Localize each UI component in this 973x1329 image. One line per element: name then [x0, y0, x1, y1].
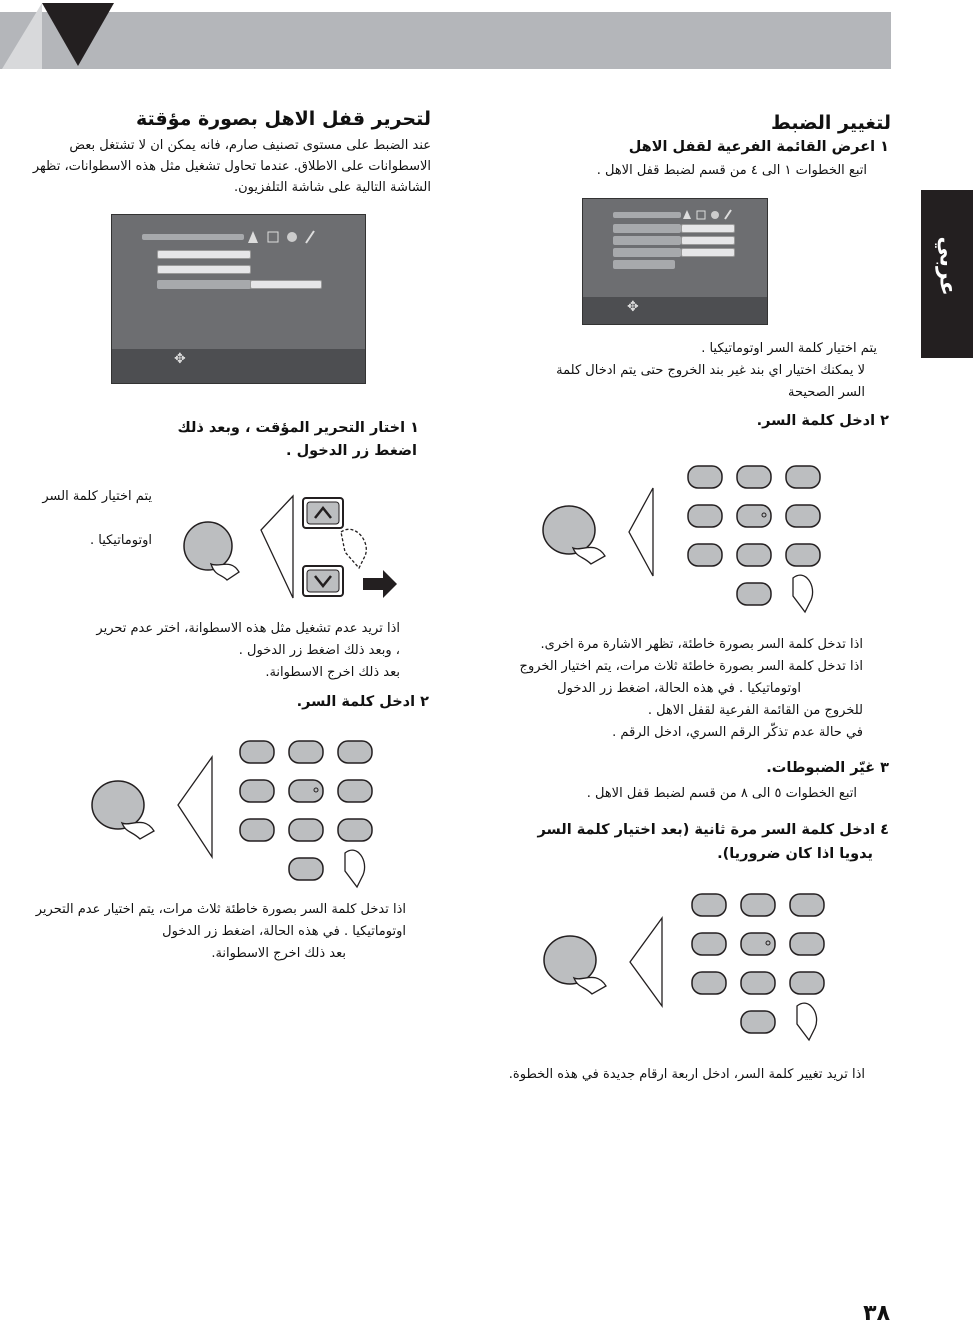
- left-note2-line1: اذا تدخل كلمة السر بصورة خاطئة ثلاث مرات، يتم اختيار عدم التحرير: [35, 902, 406, 917]
- right-note1-line1: يتم اختيار كلمة السر اوتوماتيكيا .: [701, 341, 877, 356]
- right-step2-heading: ٢ ادخل كلمة السر.: [756, 413, 889, 429]
- left-note2-line3: بعد ذلك اخرج الاسطوانة.: [211, 946, 346, 961]
- osd-icons-icon: [681, 209, 745, 221]
- right-step1-heading: ١ اعرض القائمة الفرعية لقفل الاهل: [628, 139, 889, 155]
- right-note2-line2: اذا تدخل كلمة السر بصورة خاطئة ثلاث مرات، يتم اختيار الخروج: [519, 659, 863, 674]
- left-step1-heading: ١ اختار التحرير المؤقت ، وبعد ذلك: [177, 420, 419, 436]
- left-note1-line3: بعد ذلك اخرج الاسطوانة.: [265, 665, 400, 680]
- left-note1-line2: ، وبعد ذلك اضغط زر الدخول .: [238, 643, 400, 658]
- right-step3-text: اتبع الخطوات ٥ الى ٨ من قسم لضبط قفل الاهل .: [586, 786, 857, 801]
- left-note2-line2: اوتوماتيكيا . في هذه الحالة، اضغط زر الدخول: [162, 924, 406, 939]
- left-intro-line3: الشاشة التالية على شاشة التلفزيون.: [233, 180, 431, 195]
- right-note1-line2: لا يمكنك اختيار اي بند غير بند الخروج حتى يتم ادخال كلمة: [556, 363, 865, 378]
- tv-screen-temp-release: [111, 214, 366, 384]
- header-bar: [0, 12, 891, 69]
- right-step4-heading: ٤ ادخل كلمة السر مرة ثانية (بعد اختيار كلمة السر: [537, 822, 889, 838]
- remote-updown-illustration: [175, 490, 405, 610]
- left-title: لتحرير قفل الاهل بصورة مؤقتة: [135, 108, 431, 130]
- right-note2-line1: اذا تدخل كلمة السر بصورة خاطئة، تظهر الاشارة مرة اخرى.: [540, 637, 863, 652]
- left-step2-heading: ٢ ادخل كلمة السر.: [296, 694, 429, 710]
- left-note1-line1: اذا تريد عدم تشغيل مثل هذه الاسطوانة، اختر عدم تحرير: [96, 621, 400, 636]
- language-tab: [921, 190, 973, 358]
- left-step1-heading2: اضغط زر الدخول .: [286, 443, 417, 459]
- right-note1-line3: السر الصحيحة: [788, 385, 865, 400]
- left-side-note-line1: يتم اختيار كلمة السر: [42, 489, 152, 504]
- osd-icons-icon-2: [246, 229, 332, 245]
- right-step1-text: اتبع الخطوات ١ الى ٤ من قسم لضبط قفل الاهل .: [596, 163, 867, 178]
- remote-keypad-illustration: [535, 460, 835, 620]
- left-intro-line2: الاسطوانات على الاطلاق. عندما تحاول تشغيل مثل هذه الاسطوانات، تظهر: [32, 159, 431, 174]
- header-corner-triangle-icon: [0, 0, 120, 70]
- right-note2-line5: في حالة عدم تذكّر الرقم السري، ادخل الرقم .: [612, 725, 863, 740]
- right-note2-line3: اوتوماتيكيا . في هذه الحالة، اضغط زر الدخول: [557, 681, 801, 696]
- left-side-note-line2: اوتوماتيكيا .: [89, 533, 152, 548]
- language-tab-label: عربي: [934, 236, 960, 296]
- right-step4-heading2: يدويا اذا كان ضروريا).: [717, 846, 873, 862]
- remote-keypad-illustration-3: [88, 735, 388, 895]
- page-number: ٣٨: [863, 1301, 890, 1326]
- remote-keypad-illustration-2: [538, 890, 838, 1045]
- right-footer-text: اذا تريد تغيير كلمة السر، ادخل اربعة ارقام جديدة في هذه الخطوة.: [508, 1067, 865, 1082]
- cursor-arrows-icon-2: ✥: [174, 351, 186, 367]
- left-intro-line1: عند الضبط على مستوى تصنيف صارم، فانه يمكن ان لا تشتغل بعض: [69, 138, 431, 153]
- right-note2-line4: للخروج من القائمة الفرعية لقفل الاهل .: [647, 703, 863, 718]
- right-step3-heading: ٣ غيّر الضبوطات.: [766, 760, 889, 776]
- cursor-arrows-icon: ✥: [627, 299, 639, 315]
- right-title: لتغيير الضبط: [770, 112, 891, 134]
- tv-screen-sublock: [582, 198, 768, 325]
